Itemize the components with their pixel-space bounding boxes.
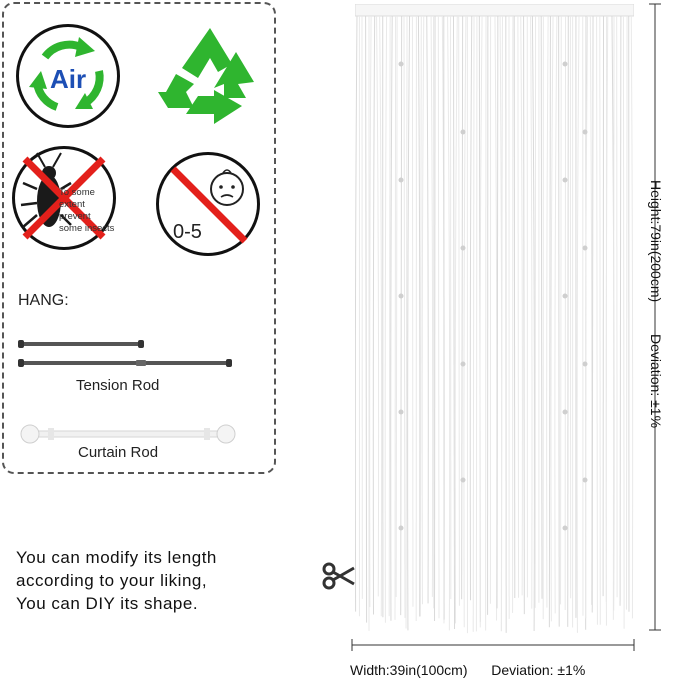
tension-rod-label: Tension Rod (76, 377, 160, 394)
curtain-string (420, 16, 421, 616)
length-note-line: You can DIY its shape. (16, 594, 199, 613)
height-label (648, 180, 664, 470)
curtain-bead (461, 130, 466, 135)
curtain-string (408, 16, 410, 630)
curtain-string (568, 16, 569, 627)
curtain-string (370, 16, 371, 607)
curtain-string (480, 16, 482, 627)
air-circulation-badge (16, 24, 120, 128)
curtain-rod-image (20, 422, 240, 446)
curtain-bead (461, 478, 466, 483)
curtain-string (541, 16, 542, 599)
width-text: Width:39in(100cm) (350, 662, 468, 678)
curtain-bead (583, 246, 588, 251)
curtain-string (434, 16, 435, 621)
curtain-string (531, 16, 532, 609)
curtain-string (631, 16, 632, 618)
curtain-string (395, 16, 396, 620)
curtain-string (391, 16, 392, 621)
curtain-string (401, 16, 402, 615)
curtain-string (518, 16, 519, 598)
hang-title: HANG: (18, 292, 69, 309)
curtain-rod-label: Curtain Rod (78, 444, 159, 461)
curtain-bead (399, 178, 404, 183)
curtain-string (532, 16, 534, 631)
curtain-string (623, 16, 624, 629)
curtain-string (418, 16, 419, 616)
curtain-bead (563, 62, 568, 67)
curtain-string (396, 16, 397, 597)
curtain-string (497, 16, 498, 608)
curtain-string (551, 16, 553, 621)
curtain-string (521, 16, 523, 595)
curtain-string (431, 16, 433, 597)
insect-text-line: extent prevent (59, 199, 91, 222)
curtain-string (476, 16, 477, 631)
curtain-string (453, 16, 454, 629)
tension-rod-image (18, 334, 248, 374)
curtain-string (422, 16, 424, 604)
curtain-string (560, 16, 561, 604)
curtain-bead (461, 362, 466, 367)
curtain-bead (399, 410, 404, 415)
curtain-bead (563, 526, 568, 531)
curtain-string (603, 16, 604, 596)
curtain-string (412, 16, 413, 607)
curtain-string (549, 16, 550, 627)
recycle-icon (154, 24, 266, 128)
curtain-string (404, 16, 405, 618)
curtain-string (406, 16, 407, 629)
curtain-string (613, 16, 614, 620)
curtain-string (555, 16, 557, 613)
curtain-bead (583, 130, 588, 135)
curtain-string (559, 16, 560, 627)
insect-text-line: some insects (59, 223, 115, 234)
curtain-bead (563, 178, 568, 183)
curtain-string (464, 16, 466, 627)
string-curtain-image (355, 4, 634, 634)
curtain-string (495, 16, 497, 620)
curtain-bead (563, 294, 568, 299)
curtain-string (547, 16, 548, 608)
curtain-string (377, 16, 379, 596)
curtain-bead (563, 410, 568, 415)
length-note-line: You can modify its length (16, 548, 217, 567)
curtain-string (385, 16, 386, 623)
width-label (350, 662, 585, 678)
curtain-string (597, 16, 598, 625)
width-deviation: Deviation: ±1% (491, 662, 586, 678)
height-text: Height:79in(200cm) (648, 180, 664, 303)
curtain-bead (583, 478, 588, 483)
features-panel (2, 2, 276, 474)
scissors-icon (322, 562, 356, 590)
curtain-string (617, 16, 618, 597)
curtain-bead (399, 526, 404, 531)
length-note (16, 546, 217, 615)
width-dimension-line (350, 638, 636, 652)
curtain-string (389, 16, 390, 616)
curtain-string (620, 16, 621, 606)
insect-text-line: To some (59, 187, 95, 198)
curtain-string (459, 16, 460, 606)
curtain-bead (461, 246, 466, 251)
curtain-string (438, 16, 439, 618)
length-note-line: according to your liking, (16, 571, 208, 590)
curtain-string (524, 16, 525, 614)
curtain-string (380, 16, 382, 616)
curtain-string (455, 16, 457, 623)
age-label: 0-5 (173, 221, 202, 243)
curtain-string (355, 16, 357, 612)
age-restriction-badge (156, 152, 260, 256)
curtain-bead (399, 294, 404, 299)
curtain-string (600, 16, 601, 625)
curtain-string (626, 16, 627, 610)
curtain-string (427, 16, 429, 603)
curtain-string (590, 16, 592, 605)
height-deviation: Deviation: ±1% (648, 333, 664, 429)
curtain-string (470, 16, 472, 600)
curtain-string (366, 16, 367, 623)
curtain-string (577, 16, 579, 633)
curtain-string (473, 16, 474, 632)
curtain-string (461, 16, 462, 599)
curtain-string (592, 16, 593, 613)
insect-prevention-badge (12, 146, 116, 250)
curtain-bead (399, 62, 404, 67)
curtain-string (514, 16, 515, 598)
curtain-header (355, 4, 634, 16)
curtain-bead (583, 362, 588, 367)
air-label: Air (49, 64, 87, 94)
curtain-string (448, 16, 450, 630)
curtain-string (373, 16, 374, 615)
